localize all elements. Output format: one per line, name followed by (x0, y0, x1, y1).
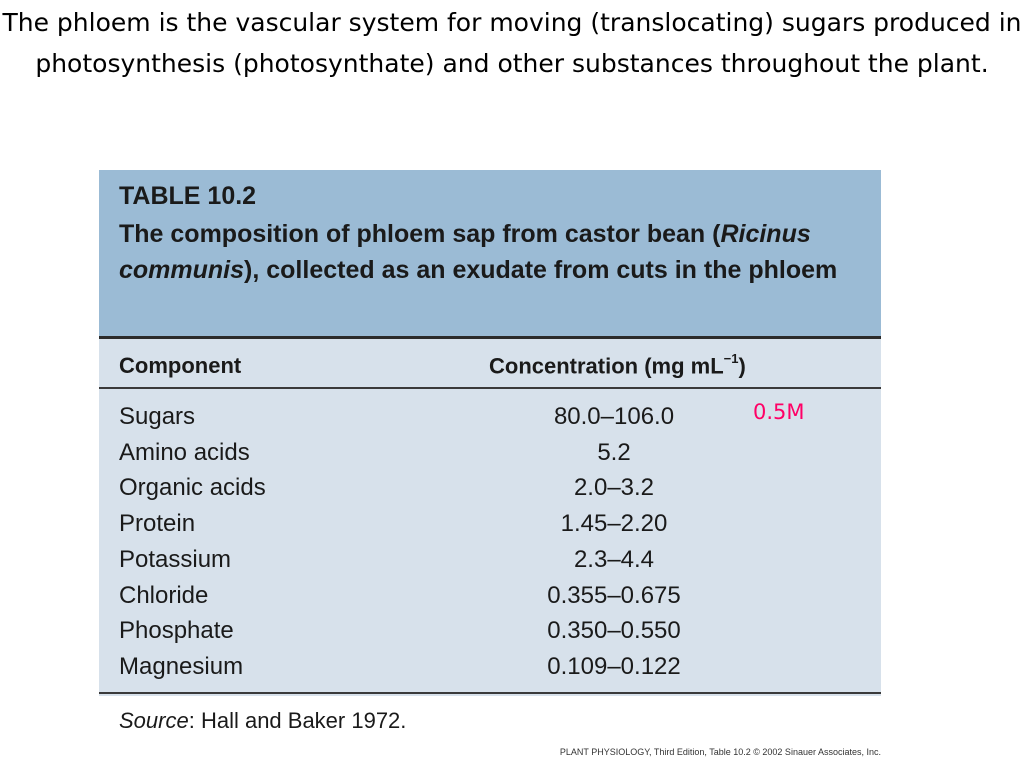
component-cell: Potassium (119, 545, 232, 573)
table-caption (119, 216, 859, 288)
column-header-concentration-text: Concentration (mg mL (489, 353, 724, 379)
column-header-concentration-close: ) (738, 353, 746, 379)
concentration-cell: 0.350–0.550 (547, 617, 681, 645)
column-header-component: Component (119, 353, 242, 378)
table-source (119, 708, 406, 734)
concentration-cell: 2.3–4.4 (573, 545, 655, 573)
component-cell: Magnesium (119, 652, 244, 680)
table-row (99, 582, 881, 618)
component-cell: Organic acids (119, 474, 266, 502)
table-caption-part-2: ), collected as an exudate from cuts in the phloem (244, 256, 838, 284)
table-caption-species: Ricinus communis (119, 220, 811, 284)
slide-heading: The phloem is the vascular system for moving (translocating) sugars produced in photosynthesis (photosynthate) and other substances throughout the plant. (2, 8, 1022, 78)
component-cell: Protein (119, 510, 196, 538)
table-header-panel (99, 170, 881, 336)
table-row (99, 474, 881, 510)
column-header-concentration-exponent: −1 (723, 351, 739, 366)
component-cell: Chloride (119, 581, 209, 609)
table-label: TABLE 10.2 (119, 182, 257, 210)
sugar-molarity-annotation: 0.5M (753, 400, 805, 424)
concentration-cell: 0.355–0.675 (547, 581, 681, 609)
table-caption-part-1: The composition of phloem sap from castor bean ( (119, 220, 721, 248)
column-header-divider (99, 387, 881, 389)
table-row (99, 439, 881, 475)
source-label: Source (119, 708, 189, 733)
component-cell: Phosphate (119, 617, 234, 645)
concentration-cell: 80.0–106.0 (553, 403, 675, 430)
column-header-concentration (489, 353, 746, 379)
phloem-sap-table (99, 170, 881, 696)
concentration-cell: 5.2 (597, 438, 631, 466)
table-row (99, 617, 881, 653)
concentration-cell: 0.109–0.122 (547, 652, 681, 680)
table-row (99, 546, 881, 582)
copyright-credit: PLANT PHYSIOLOGY, Third Edition, Table 10.2 © 2002 Sinauer Associates, Inc. (559, 747, 881, 757)
source-text: : Hall and Baker 1972. (188, 708, 407, 733)
component-cell: Amino acids (119, 438, 250, 466)
table-row (99, 653, 881, 689)
concentration-cell: 2.0–3.2 (573, 474, 655, 502)
concentration-cell: 1.45–2.20 (560, 510, 668, 538)
header-divider (99, 336, 881, 339)
table-bottom-rule (99, 692, 881, 694)
component-cell: Sugars (119, 403, 196, 430)
table-row (99, 510, 881, 546)
